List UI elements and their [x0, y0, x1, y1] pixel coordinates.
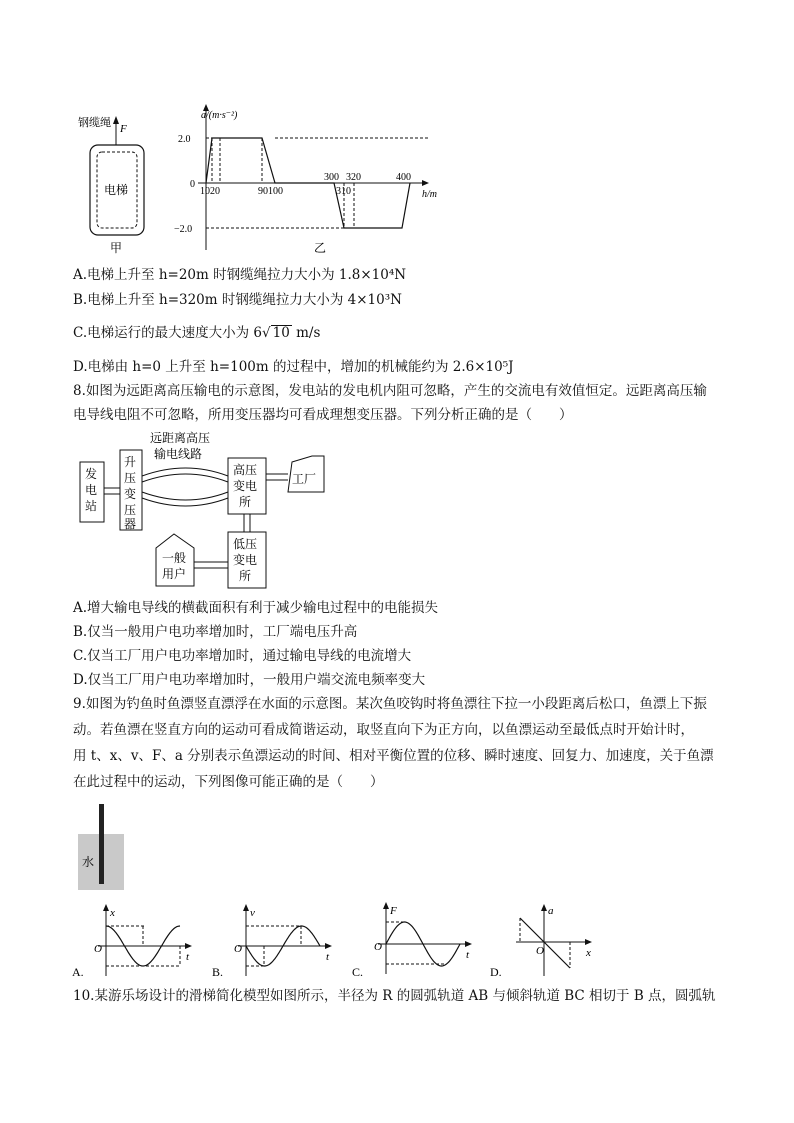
graph-b-x-label: t — [326, 951, 330, 963]
q9-graph-d — [488, 902, 608, 982]
graph-b-y-label: v — [250, 907, 255, 919]
hv-line-top — [142, 468, 228, 476]
graph-a-x-label: t — [186, 951, 190, 963]
force-label: F — [120, 123, 127, 135]
x-tick-90100: 90100 — [258, 186, 283, 197]
graph-d-letter: D. — [490, 965, 502, 979]
y-tick-2: 2.0 — [178, 134, 191, 145]
q9-stem-4: 在此过程中的运动，下列图像可能正确的是（ ） — [73, 774, 384, 790]
station-char-1: 发 — [85, 467, 98, 481]
factory-label: 工厂 — [292, 472, 317, 486]
q7-option-b: B.电梯上升至 h=320m 时钢缆绳拉力大小为 4×10³N — [73, 292, 402, 308]
graph-c-origin: O — [374, 941, 382, 953]
graph-c-x-label: t — [466, 949, 470, 961]
graph-d-y-label: a — [548, 905, 554, 917]
graph-a-letter: A. — [72, 965, 84, 979]
hv-line-bottom — [142, 492, 228, 500]
x-tick-1020: 1020 — [200, 186, 220, 197]
users-label: 一般用户 — [162, 551, 187, 581]
q7-option-c-text: C.电梯运行的最大速度大小为 6 — [73, 325, 263, 341]
station-char-3: 站 — [85, 499, 98, 513]
step-up-label: 升压变压器 — [124, 455, 137, 531]
q9-graph-a — [70, 902, 200, 982]
sub-label-b: 乙 — [314, 241, 327, 255]
elevator-label: 电梯 — [104, 183, 129, 197]
q7-option-a: A.电梯上升至 h=20m 时钢缆绳拉力大小为 1.8×10⁴N — [73, 267, 407, 283]
graph-d-origin: O — [536, 945, 544, 957]
station-char-2: 电 — [85, 483, 98, 497]
x-tick-300: 300 — [324, 172, 339, 183]
graph-a-y-label: x — [110, 907, 115, 919]
fishing-float-figure — [76, 800, 136, 894]
y-tick-neg2: −2.0 — [174, 224, 193, 235]
line-label-2: 输电线路 — [154, 447, 203, 461]
q8-stem-1: 8.如图为远距离高压输电的示意图，发电站的发电机内阻可忽略，产生的交流电有效值恒定。远距离高压输 — [73, 383, 707, 399]
q9-graph-b — [210, 902, 340, 982]
sqrt-radicand: 10 — [272, 325, 290, 341]
q7-option-c-unit: m/s — [291, 325, 321, 341]
q9-graph-c — [350, 900, 480, 980]
q7-option-c — [73, 323, 320, 343]
water-label: 水 — [82, 855, 95, 869]
graph-a-origin: O — [94, 943, 102, 955]
q8-stem-2: 电导线电阻不可忽略，所用变压器均可看成理想变压器。下列分析正确的是（ ） — [73, 407, 573, 423]
y-tick-0: 0 — [190, 179, 195, 190]
q8-option-d: D.仅当工厂用户电功率增加时，一般用户端交流电频率变大 — [73, 672, 426, 688]
hv-substation-label: 高压变电所 — [233, 463, 258, 509]
graph-d-line — [520, 918, 570, 968]
sub-label-a: 甲 — [110, 241, 123, 255]
y-axis-label: a/(m·s⁻²) — [201, 110, 238, 121]
graph-c-letter: C. — [352, 965, 364, 979]
q7-option-d: D.电梯由 h=0 上升至 h=100m 的过程中，增加的机械能约为 2.6×10⁵J — [73, 359, 514, 375]
station-label — [85, 466, 100, 513]
graph-c-y-label: F — [390, 905, 397, 917]
elevator-figure — [70, 100, 437, 260]
x-tick-320: 320 — [346, 172, 361, 183]
graph-b-origin: O — [234, 943, 242, 955]
x-tick-310: 310 — [336, 186, 351, 197]
float-rod — [99, 804, 104, 884]
lv-substation-label: 低压变电所 — [233, 537, 258, 583]
q9-stem-1: 9.如图为钓鱼时鱼漂竖直漂浮在水面的示意图。某次鱼咬钩时将鱼漂往下拉一小段距离后松口，鱼漂上下振 — [73, 696, 707, 712]
q8-option-a: A.增大输电导线的横截面积有利于减少输电过程中的电能损失 — [73, 600, 439, 616]
q9-stem-2: 动。若鱼漂在竖直方向的运动可看成简谐运动，取竖直向下为正方向，以鱼漂运动至最低点时开始计时， — [73, 722, 694, 738]
line-label-1: 远距离高压 — [150, 431, 211, 445]
q8-option-b: B.仅当一般用户电功率增加时，工厂端电压升高 — [73, 624, 358, 640]
graph-b-letter: B. — [212, 965, 224, 979]
graph-d-x-label: x — [586, 947, 591, 959]
q10-stem-1: 10.某游乐场设计的滑梯简化模型如图所示，半径为 R 的圆弧轨道 AB 与倾斜轨道 BC 相切于 B 点，圆弧轨 — [73, 988, 716, 1004]
x-axis-label: h/m — [422, 189, 437, 200]
q8-option-c: C.仅当工厂用户电功率增加时，通过输电导线的电流增大 — [73, 648, 412, 664]
cable-label: 钢缆绳 — [78, 117, 111, 129]
power-transmission-diagram — [76, 430, 356, 590]
x-tick-400: 400 — [396, 172, 411, 183]
sqrt-symbol: √ — [262, 325, 271, 341]
q9-stem-3: 用 t、x、v、F、a 分别表示鱼漂运动的时间、相对平衡位置的位移、瞬时速度、回复力、加速度，关于鱼漂 — [73, 748, 714, 764]
